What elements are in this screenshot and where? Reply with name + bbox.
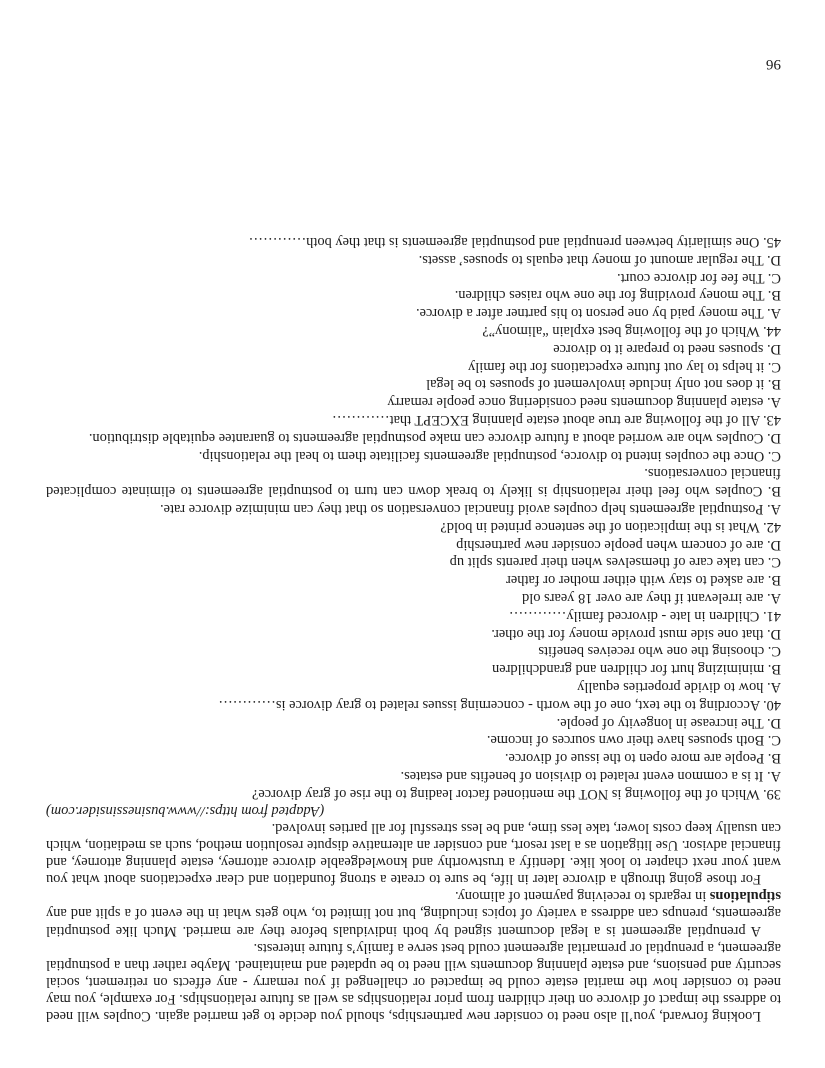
- answer-option: B. Couples who feel their relationship is likely to break down can turn to postnuptial agreements to eliminate complicated financial conversations.: [46, 465, 781, 500]
- question-42: [46, 428, 781, 535]
- answer-option: A. The money paid by one person to his partner after a divorce.: [416, 305, 781, 322]
- question-stem: 45. One similarity between prenuptial and postnuptial agreements is that they both…………: [248, 234, 781, 251]
- bold-term-stipulations: stipulations: [709, 888, 781, 905]
- passage-paragraph-2: [46, 887, 781, 938]
- answer-option: B. The money providing for the one who raises children.: [454, 287, 781, 304]
- question-44: [46, 250, 781, 339]
- question-45: [46, 232, 781, 250]
- answer-option: A. Postnuptial agreements help couples avoid financial conversation so that they can minimize divorce rate.: [159, 501, 781, 518]
- question-stem: 42. What is the implication of the sentence printed in bold?: [440, 518, 781, 535]
- answer-option: A. how to divide properties equally: [577, 679, 781, 695]
- answer-option: D. that one side must provide money for the other.: [491, 625, 781, 642]
- answer-option: D. spouses need to prepare it to divorce: [553, 340, 781, 357]
- passage-paragraph-2-start: A prenuptial agreement is a legal document signed by both individuals before they are married. Much like postnuptial agreements, prenups can address a variety of topics including, but not limited to, who gets what in the event of a split and any: [46, 905, 781, 939]
- answer-option: B. it does not only include involvement of spouses to be legal: [426, 376, 781, 393]
- answer-option: D. Couples who are worried about a future divorce can make postnuptial agreements to guarantee equitable distribution.: [88, 429, 781, 446]
- question-stem: 44. Which of the following best explain “alimony”?: [482, 323, 781, 340]
- question-41: [46, 535, 781, 624]
- answer-option: A. are irrelevant if they are over 18 years old: [522, 590, 781, 607]
- answer-option: D. are of concern when people consider new partnership: [456, 536, 781, 553]
- question-43: [46, 339, 781, 428]
- answer-option: C. choosing the one who receives benefits: [538, 643, 781, 660]
- answer-option: C. it helps to lay out future expectations for the family: [468, 358, 781, 375]
- answer-option: B. are asked to stay with either mother or father: [506, 572, 781, 589]
- answer-option: C. Both spouses have their own sources of income.: [486, 732, 781, 749]
- question-stem: 41. Children in late - divorced family…………: [508, 607, 781, 624]
- answer-option: B. People are more open to the issue of divorce.: [504, 750, 781, 767]
- passage-paragraph-2-end: in regards to receiving payment of alimony.: [454, 888, 710, 905]
- answer-option: D. The regular amount of money that equals to spouses’ assets.: [418, 251, 781, 268]
- question-stem: 39. Which of the following is NOT the mentioned factor leading to the rise of gray divorce?: [252, 785, 781, 802]
- reading-passage: [46, 802, 781, 1024]
- answer-option: C. The fee for divorce court.: [617, 269, 781, 286]
- question-39: [46, 713, 781, 802]
- answer-option: D. The increase in longevity of people.: [556, 714, 781, 731]
- answer-option: A. It is a common event related to division of benefits and estates.: [400, 767, 781, 784]
- passage-paragraph-3: For those going through a divorce later in life, be sure to create a strong foundation and clear expectations about what you want your next chapter to look like. Identify a trustworthy and knowledgeable divorce attorney, estate planning attorney, and financial advisor. Use litigation as a last resort, and consider an alternative dispute resolution method, such as mediation, which can usually keep costs lower, take less time, and be less stressful for all parties involved.: [46, 819, 781, 888]
- question-stem: 40. According to the text, one of the worth - concerning issues related to gray divorce is…………: [218, 696, 781, 713]
- question-40: [46, 624, 781, 713]
- page-number: 96: [766, 56, 781, 72]
- answer-option: C. can take care of themselves when their parents split up: [449, 554, 781, 571]
- answer-option: B. minimizing hurt for children and grandchildren: [492, 661, 781, 678]
- passage-paragraph-1: Looking forward, you’ll also need to consider new partnerships, should you decide to get married again. Couples will need to address the impact of divorce on their children from prior relationships as well as future relationships. For example, you may need to consider how the marital estate could be impacted or challenged if you remarry - any effects on retirement, social security and pensions, and estate planning documents will need to be updated and maintained. Maybe rather than a postnuptial agreement, a prenuptial or premarital agreement could best serve a family’s future interests.: [46, 939, 781, 1024]
- answer-option: A. estate planning documents need considering once people remarry: [387, 394, 781, 411]
- passage-source: (Adapted from https://www.businessinsider.com): [46, 802, 325, 819]
- question-stem: 43. All of the following are true about estate planning EXCEPT that…………: [332, 412, 781, 429]
- answer-option: C. Once the couples intend to divorce, postnuptial agreements facilitate them to heal the relationship.: [198, 447, 781, 464]
- question-list: [46, 232, 781, 802]
